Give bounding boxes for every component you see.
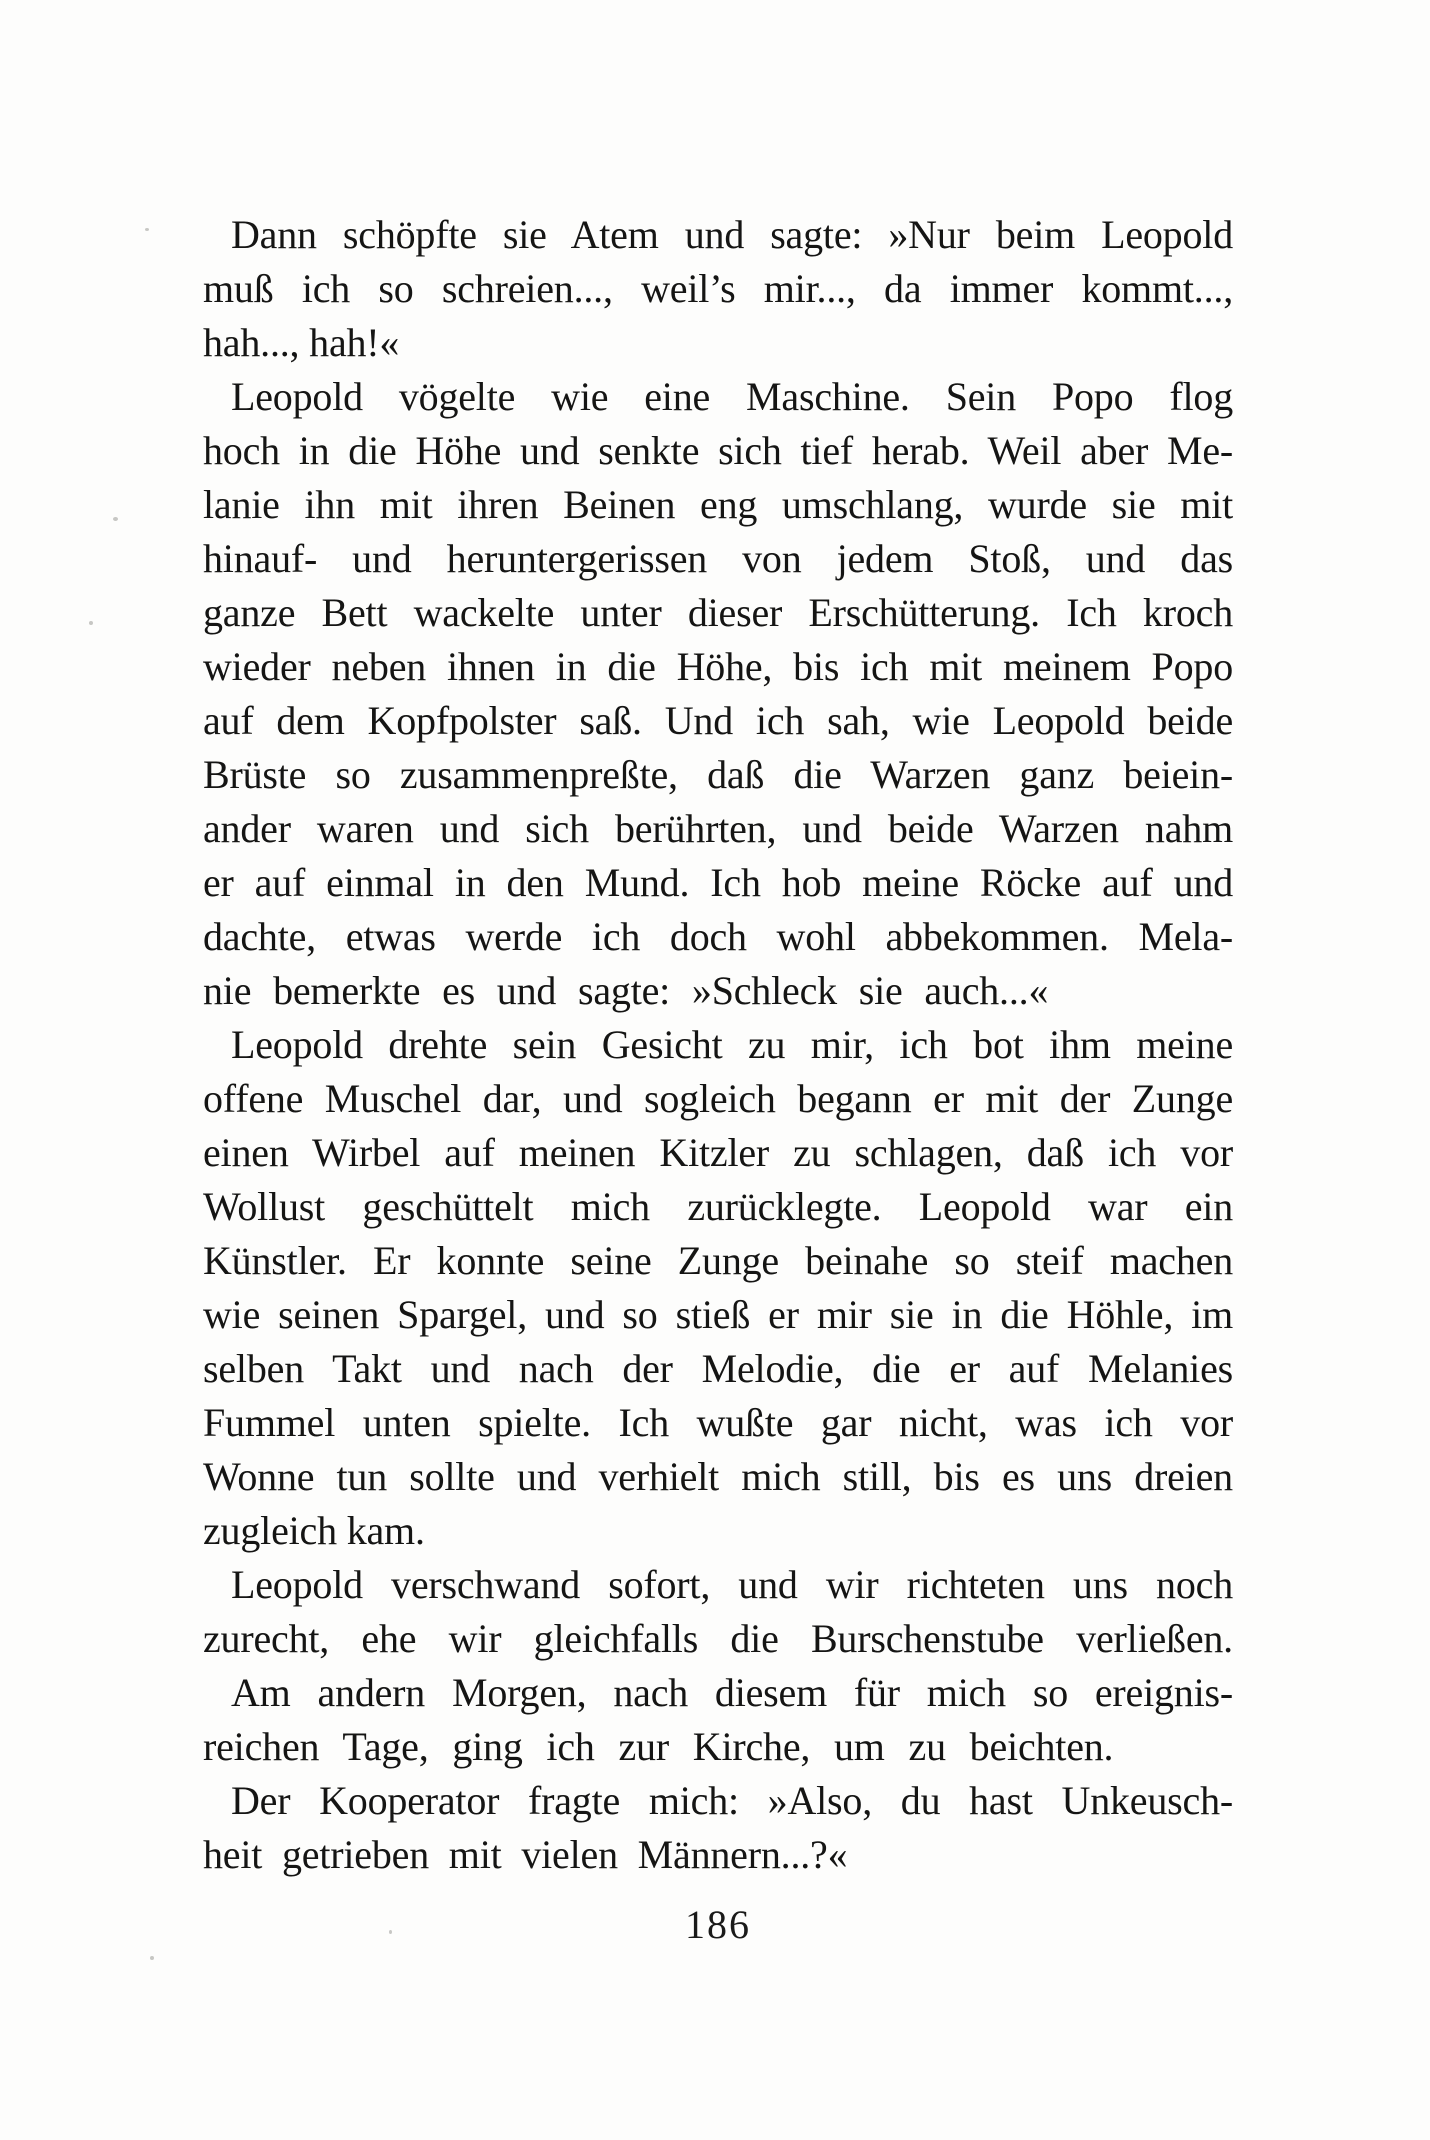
paragraph-5: [203, 1666, 1233, 1774]
paragraph-6: [203, 1774, 1233, 1882]
text-line: hinauf- und heruntergerissen von jedem Stoß, und das: [203, 536, 1233, 581]
text-line: dachte, etwas werde ich doch wohl abbekommen. Mela-: [203, 914, 1233, 959]
text-line: Brüste so zusammenpreßte, daß die Warzen ganz beiein-: [203, 752, 1233, 797]
text-line: reichen Tage, ging ich zur Kirche, um zu beichten.: [203, 1724, 1114, 1769]
text-line: hoch in die Höhe und senkte sich tief herab. Weil aber Me-: [203, 428, 1233, 473]
text-line: nie bemerkte es und sagte: »Schleck sie auch...«: [203, 968, 1049, 1013]
text-line: auf dem Kopfpolster saß. Und ich sah, wie Leopold beide: [203, 698, 1233, 743]
text-line: Leopold vögelte wie eine Maschine. Sein Popo flog: [231, 374, 1233, 419]
text-line: hah..., hah!«: [203, 320, 400, 365]
text-line: selben Takt und nach der Melodie, die er auf Melanies: [203, 1346, 1233, 1391]
text-line: Der Kooperator fragte mich: »Also, du hast Unkeusch-: [231, 1778, 1233, 1823]
text-line: Leopold drehte sein Gesicht zu mir, ich bot ihm meine: [231, 1022, 1233, 1067]
paragraph-4: [203, 1558, 1233, 1666]
text-line: Fummel unten spielte. Ich wußte gar nicht, was ich vor: [203, 1400, 1233, 1445]
text-line: muß ich so schreien..., weil’s mir..., da immer kommt...,: [203, 266, 1233, 311]
text-line: wieder neben ihnen in die Höhe, bis ich mit meinem Popo: [203, 644, 1233, 689]
text-line: Wollust geschüttelt mich zurücklegte. Leopold war ein: [203, 1184, 1233, 1229]
text-line: ander waren und sich berührten, und beide Warzen nahm: [203, 806, 1233, 851]
text-line: Leopold verschwand sofort, und wir richteten uns noch: [231, 1562, 1233, 1607]
paragraph-3: [203, 1018, 1233, 1558]
paragraph-2: [203, 370, 1233, 1018]
scan-speck: [113, 517, 118, 521]
body-text: [203, 208, 1233, 1882]
text-line: einen Wirbel auf meinen Kitzler zu schlagen, daß ich vor: [203, 1130, 1233, 1175]
text-line: heit getrieben mit vielen Männern...?«: [203, 1832, 848, 1877]
text-line: er auf einmal in den Mund. Ich hob meine Röcke auf und: [203, 860, 1233, 905]
text-line: Wonne tun sollte und verhielt mich still, bis es uns dreien: [203, 1454, 1233, 1499]
text-line: Dann schöpfte sie Atem und sagte: »Nur beim Leopold: [231, 212, 1233, 257]
text-line: Künstler. Er konnte seine Zunge beinahe so steif machen: [203, 1238, 1233, 1283]
paragraph-1: [203, 208, 1233, 370]
text-line: zugleich kam.: [203, 1508, 425, 1553]
text-line: lanie ihn mit ihren Beinen eng umschlang, wurde sie mit: [203, 482, 1233, 527]
scan-speck: [145, 228, 149, 231]
text-line: Am andern Morgen, nach diesem für mich so ereignis-: [231, 1670, 1233, 1715]
scan-speck: [89, 621, 93, 625]
text-line: ganze Bett wackelte unter dieser Erschütterung. Ich kroch: [203, 590, 1233, 635]
text-line: wie seinen Spargel, und so stieß er mir sie in die Höhle, im: [203, 1292, 1233, 1337]
page-number: 186: [685, 1902, 751, 1947]
text-line: offene Muschel dar, und sogleich begann er mit der Zunge: [203, 1076, 1233, 1121]
text-line: zurecht, ehe wir gleichfalls die Burschenstube verließen.: [203, 1616, 1233, 1661]
scan-speck: [150, 1956, 154, 1960]
